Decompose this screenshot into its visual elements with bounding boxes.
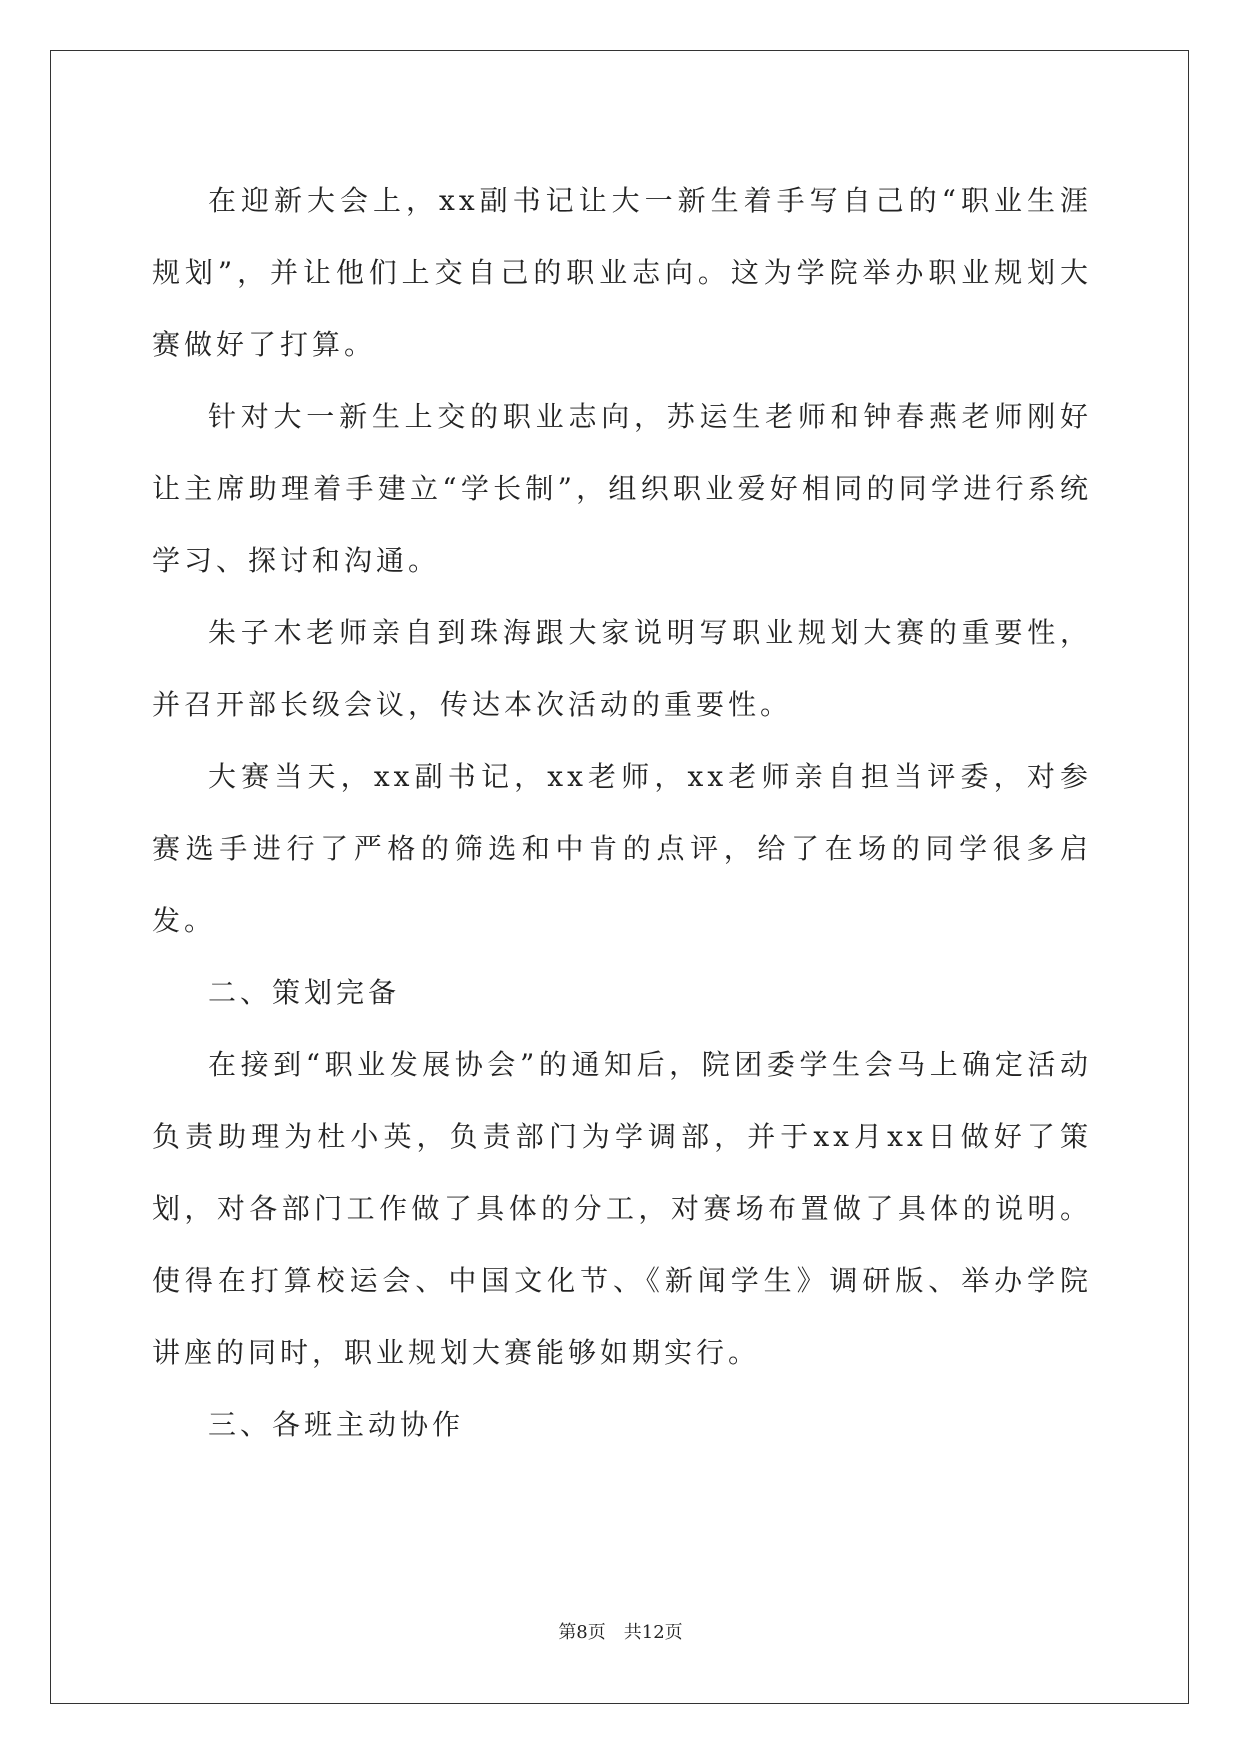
page-total: 共12页 [623,1622,683,1643]
paragraph-planning-details: 在接到“职业发展协会”的通知后，院团委学生会马上确定活动负责助理为杜小英，负责部门为学调部，并于xx月xx日做好了策划，对各部门工作做了具体的分工，对赛场布置做了具体的说明。使得在打算校运会、中国文化节、《新闻学生》调研版、举办学院讲座的同时，职业规划大赛能够如期实行。 [152,1048,1092,1369]
paragraph-mentor-system: 针对大一新生上交的职业志向，苏运生老师和钟春燕老师刚好让主席助理着手建立“学长制”，组织职业爱好相同的同学进行系统学习、探讨和沟通。 [152,400,1092,577]
paragraph-welcome-meeting: 在迎新大会上，xx副书记让大一新生着手写自己的“职业生涯规划”，并让他们上交自己的职业志向。这为学院举办职业规划大赛做好了打算。 [152,184,1092,361]
page-footer [0,1618,1241,1644]
paragraph-competition-day: 大赛当天，xx副书记，xx老师，xx老师亲自担当评委，对参赛选手进行了严格的筛选和中肯的点评，给了在场的同学很多启发。 [152,760,1092,937]
document-body [152,165,1092,1461]
page-number: 第8页 [558,1622,606,1643]
paragraph-teacher-visit: 朱子木老师亲自到珠海跟大家说明写职业规划大赛的重要性，并召开部长级会议，传达本次活动的重要性。 [152,616,1092,721]
section-heading-planning: 二、策划完备 [208,976,401,1009]
section-heading-class-cooperation: 三、各班主动协作 [208,1408,465,1441]
